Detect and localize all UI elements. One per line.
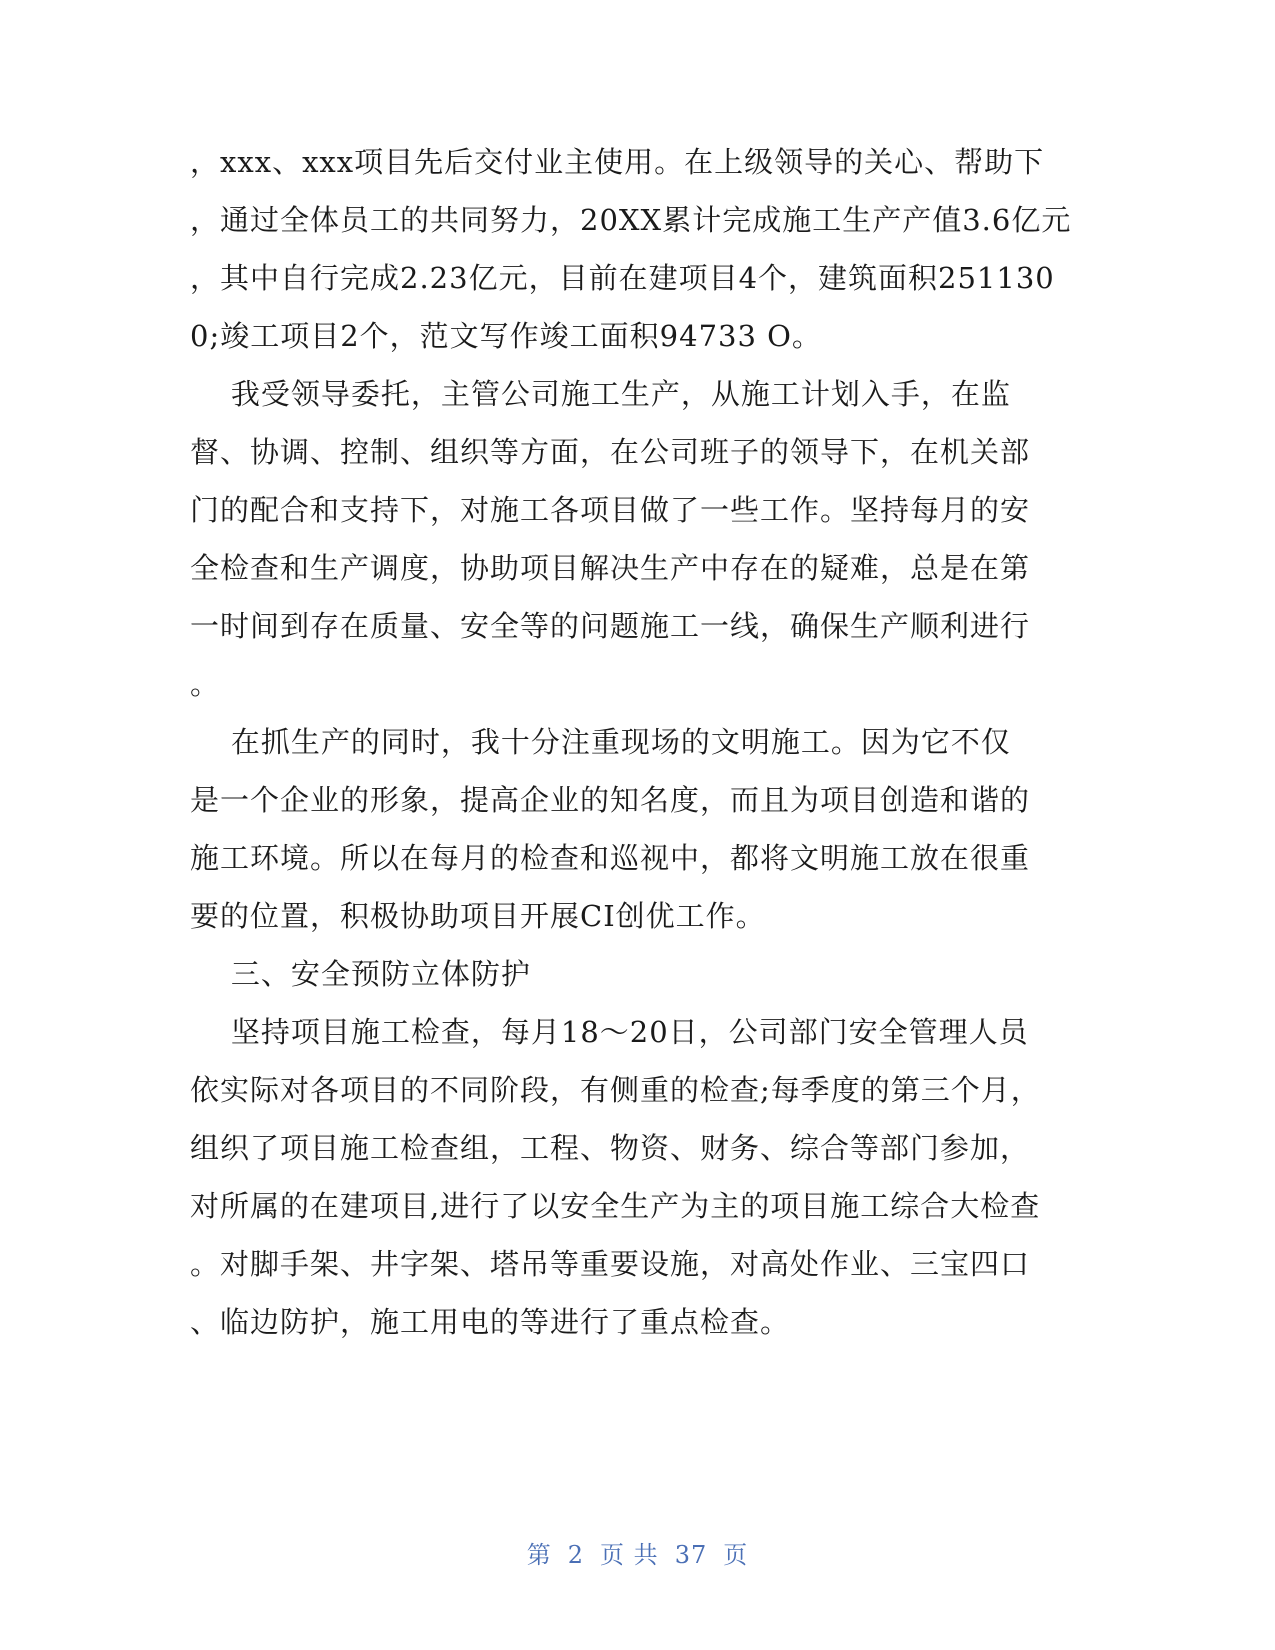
text-line: 。对脚手架、井字架、塔吊等重要设施，对高处作业、三宝四口 xyxy=(190,1247,1031,1281)
section-heading: 三、安全预防立体防护 xyxy=(190,957,531,991)
text-line: 我受领导委托，主管公司施工生产，从施工计划入手，在监 xyxy=(190,377,1011,411)
footer-total-pages: 37 xyxy=(674,1541,708,1569)
text-line: 坚持项目施工检查，每月18～20日，公司部门安全管理人员 xyxy=(190,1015,1029,1049)
text-line: 对所属的在建项目,进行了以安全生产为主的项目施工综合大检查 xyxy=(190,1189,1041,1223)
footer-page-number: 2 xyxy=(567,1541,585,1569)
text-line: 依实际对各项目的不同阶段，有侧重的检查;每季度的第三个月， xyxy=(190,1073,1041,1107)
text-line: 在抓生产的同时，我十分注重现场的文明施工。因为它不仅 xyxy=(190,725,1011,759)
page-footer xyxy=(0,1535,1275,1570)
footer-middle: 页 共 xyxy=(600,1541,659,1569)
text-line: 一时间到存在质量、安全等的问题施工一线，确保生产顺利进行 xyxy=(190,609,1031,643)
footer-prefix: 第 xyxy=(526,1541,552,1569)
text-line: ，通过全体员工的共同努力，20XX累计完成施工生产产值3.6亿元 xyxy=(190,203,1072,237)
text-line: 0;竣工项目2个，范文写作竣工面积94733 O。 xyxy=(190,319,822,353)
text-line: 组织了项目施工检查组，工程、物资、财务、综合等部门参加， xyxy=(190,1131,1031,1165)
text-line: 、临边防护，施工用电的等进行了重点检查。 xyxy=(190,1305,791,1339)
text-line: ，xxx、xxx项目先后交付业主使用。在上级领导的关心、帮助下 xyxy=(190,145,1045,179)
text-line: 是一个企业的形象，提高企业的知名度，而且为项目创造和谐的 xyxy=(190,783,1031,817)
text-line: 施工环境。所以在每月的检查和巡视中，都将文明施工放在很重 xyxy=(190,841,1031,875)
text-line: 督、协调、控制、组织等方面，在公司班子的领导下，在机关部 xyxy=(190,435,1031,469)
footer-suffix: 页 xyxy=(723,1541,749,1569)
text-line: 全检查和生产调度，协助项目解决生产中存在的疑难，总是在第 xyxy=(190,551,1031,585)
text-line: 门的配合和支持下，对施工各项目做了一些工作。坚持每月的安 xyxy=(190,493,1031,527)
text-line: 。 xyxy=(190,667,221,701)
text-line: ，其中自行完成2.23亿元，目前在建项目4个，建筑面积251130 xyxy=(190,261,1055,295)
text-line: 要的位置，积极协助项目开展CI创优工作。 xyxy=(190,899,766,933)
